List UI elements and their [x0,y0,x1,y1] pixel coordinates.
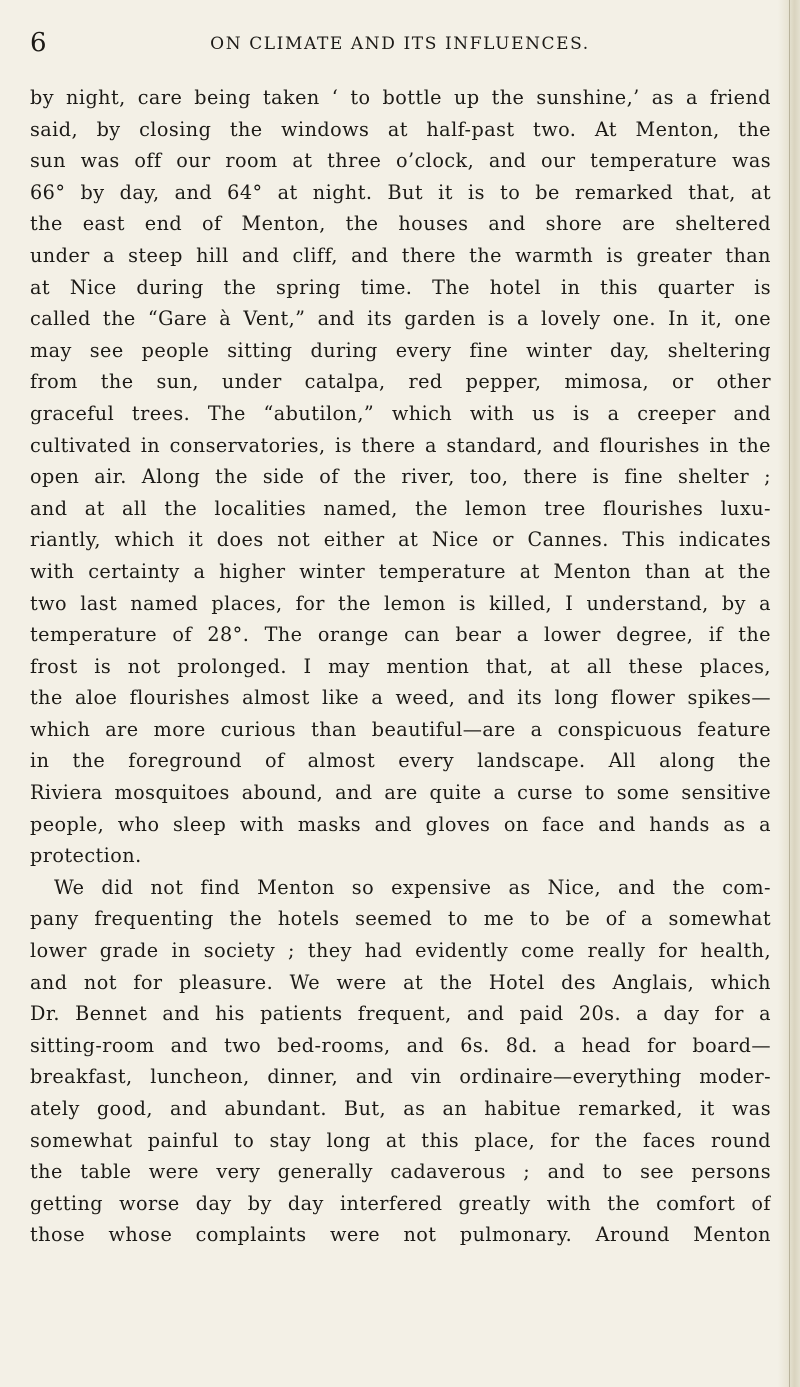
body-text [30,82,771,1251]
text-line: sitting-room and two bed-rooms, and 6s. 8d. a head for board— [30,1033,771,1057]
text-line: breakfast, luncheon, dinner, and vin ordinaire—everything moder- [30,1065,771,1089]
text-line: graceful trees. The “abutilon,” which with us is a creeper and [30,401,771,425]
text-line: said, by closing the windows at half-past two. At Menton, the [30,117,771,141]
text-line: called the “Gare à Vent,” and its garden is a lovely one. In it, one [30,307,771,331]
text-line: getting worse day by day interfered greatly with the comfort of [30,1191,771,1215]
text-line: somewhat painful to stay long at this place, for the faces round [30,1128,771,1152]
text-line: ately good, and abundant. But, as an habitue remarked, it was [30,1097,771,1120]
text-line: lower grade in society ; they had evidently come really for health, [30,939,771,963]
text-line: temperature of 28°. The orange can bear a lower degree, if the [30,623,771,647]
text-line: 66° by day, and 64° at night. But it is to be remarked that, at [30,180,771,204]
text-line: pany frequenting the hotels seemed to me to be of a somewhat [30,907,771,931]
paragraph-2 [30,872,771,1251]
text-line: the east end of Menton, the houses and shore are sheltered [30,212,771,236]
text-line: protection. [30,844,142,868]
text-line: cultivated in conservatories, is there a standard, and flourishes in the [30,433,771,457]
text-line: people, who sleep with masks and gloves on face and hands as a [30,812,771,836]
running-head [30,26,770,66]
text-line: and at all the localities named, the lemon tree flourishes luxu- [30,496,771,520]
text-line: those whose complaints were not pulmonary. Around Menton [30,1223,771,1247]
text-line: from the sun, under catalpa, red pepper, mimosa, or other [30,370,771,394]
text-line: under a steep hill and cliff, and there the warmth is greater than [30,243,771,267]
text-line: sun was off our room at three o’clock, and our temperature was [30,149,771,173]
text-line: two last named places, for the lemon is killed, I understand, by a [30,591,771,615]
paragraph-1 [30,82,771,872]
text-line: by night, care being taken ‘ to bottle up the sunshine,’ as a friend [30,86,771,109]
text-line: at Nice during the spring time. The hotel in this quarter is [30,275,771,299]
text-line: open air. Along the side of the river, too, there is fine shelter ; [30,465,771,489]
text-line: the aloe flourishes almost like a weed, and its long flower spikes— [30,686,771,710]
text-line: in the foreground of almost every landscape. All along the [30,749,771,773]
running-title: ON CLIMATE AND ITS INFLUENCES. [210,34,590,54]
text-line: riantly, which it does not either at Nice or Cannes. This indicates [30,528,771,552]
text-line: We did not find Menton so expensive as Nice, and the com- [54,875,771,899]
text-line: which are more curious than beautiful—are a conspicuous feature [30,717,771,741]
text-line: with certainty a higher winter temperature at Menton than at the [30,559,771,583]
page-number: 6 [30,28,47,58]
text-line: may see people sitting during every fine winter day, sheltering [30,338,771,362]
page-gutter [778,0,800,1387]
text-line: Riviera mosquitoes abound, and are quite a curse to some sensitive [30,781,771,805]
text-line: and not for pleasure. We were at the Hotel des Anglais, which [30,970,771,994]
text-line: Dr. Bennet and his patients frequent, and paid 20s. a day for a [30,1002,771,1026]
text-line: the table were very generally cadaverous ; and to see persons [30,1160,771,1184]
text-line: frost is not prolonged. I may mention that, at all these places, [30,654,771,678]
gutter-edge [789,0,790,1387]
